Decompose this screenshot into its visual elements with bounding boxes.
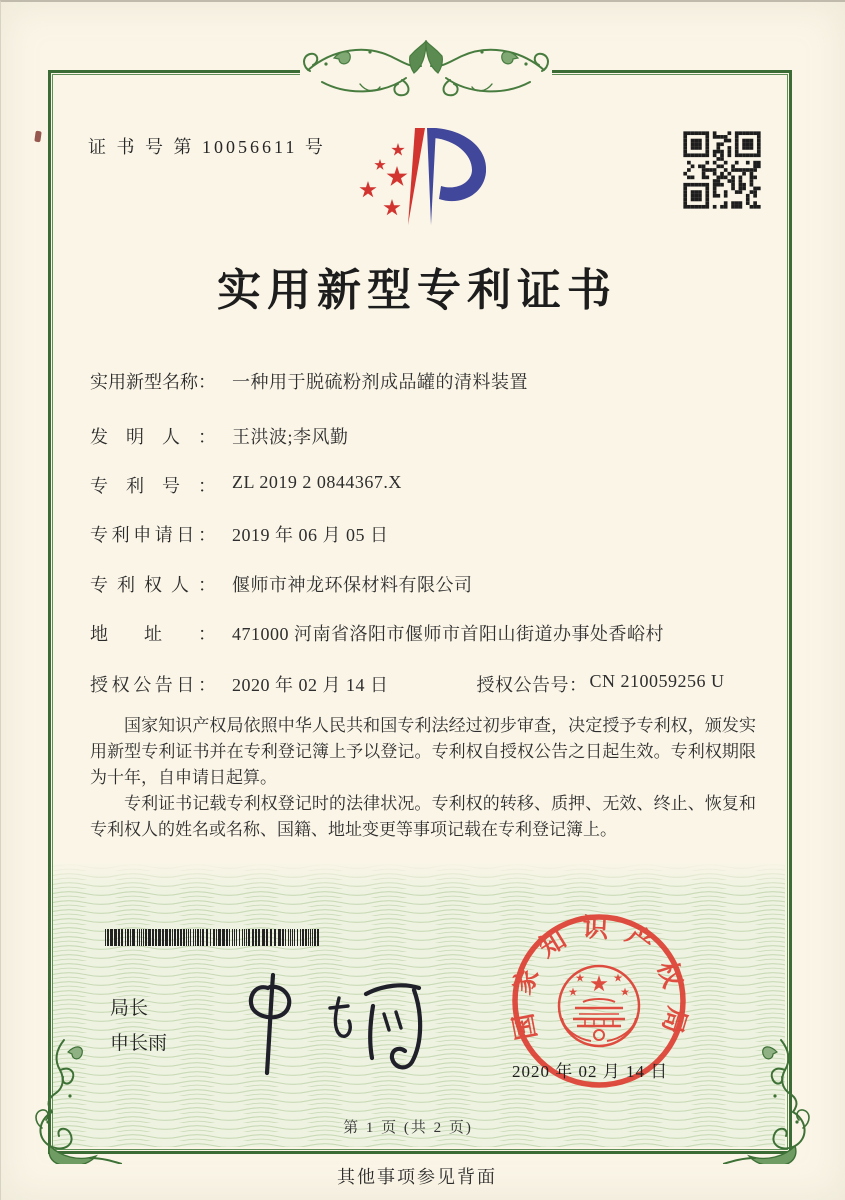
field-row-patent-number	[90, 472, 770, 498]
field-row-name	[90, 368, 770, 394]
commissioner-title: 局长	[110, 998, 149, 1019]
field-row-address	[90, 620, 770, 646]
certificate-number: 证 书 号 第 10056611 号	[88, 137, 326, 157]
field-value: 偃师市神龙环保材料有限公司	[232, 575, 473, 595]
cnipa-logo-icon	[352, 120, 497, 235]
grant-date-label: 授权公告日：	[90, 675, 216, 695]
top-scroll-flourish-ornament	[300, 40, 552, 102]
field-label: 专利号：	[90, 476, 216, 496]
back-side-note: 其他事项参见背面	[337, 1167, 497, 1187]
commissioner-name: 申长雨	[110, 1033, 168, 1054]
qr-code-icon	[676, 124, 768, 216]
field-label: 发明人：	[90, 427, 216, 447]
grant-number-value: CN 210059256 U	[589, 671, 725, 691]
seal-text: 国家知识产权局	[506, 913, 692, 1052]
grant-date-value: 2020 年 02 月 14 日	[232, 675, 389, 695]
field-row-patentee	[90, 571, 770, 597]
field-label: 专利申请日：	[90, 525, 216, 545]
signature-icon	[238, 972, 448, 1077]
field-value: 一种用于脱硫粉剂成品罐的清料装置	[232, 372, 528, 392]
field-value: ZL 2019 2 0844367.X	[232, 472, 402, 492]
body-paragraph-2: 专利证书记载专利权登记时的法律状况。专利权的转移、质押、无效、终止、恢复和专利权人的姓名或名称、国籍、地址变更等事项记载在专利登记簿上。	[90, 794, 756, 839]
seal-date: 2020 年 02 月 14 日	[512, 1062, 669, 1081]
legal-body-text	[90, 713, 756, 843]
bottom-left-corner-flourish-ornament	[34, 1038, 122, 1164]
page-number: 第 1 页 (共 2 页)	[343, 1120, 473, 1136]
field-label: 实用新型名称：	[90, 372, 216, 392]
bottom-right-corner-flourish-ornament	[723, 1038, 811, 1164]
field-value: 王洪波;李风勤	[232, 427, 349, 447]
scan-red-mark	[34, 131, 41, 143]
certificate-title: 实用新型专利证书	[217, 266, 617, 315]
grant-number-label: 授权公告号：	[476, 675, 588, 695]
body-paragraph-1: 国家知识产权局依照中华人民共和国专利法经过初步审查，决定授予专利权，颁发实用新型专利证书并在专利登记簿上予以登记。专利权自授权公告之日起生效。专利权期限为十年，自申请日起算。	[90, 716, 756, 787]
barcode-icon	[105, 929, 323, 946]
field-value: 2019 年 06 月 05 日	[232, 525, 389, 545]
field-label: 专利权人：	[90, 575, 216, 595]
field-row-filing-date	[90, 521, 770, 547]
field-row-grant	[90, 671, 770, 697]
field-value: 471000 河南省洛阳市偃师市首阳山街道办事处香峪村	[232, 624, 664, 644]
field-row-inventor	[90, 423, 770, 449]
field-label: 地址：	[90, 624, 216, 644]
